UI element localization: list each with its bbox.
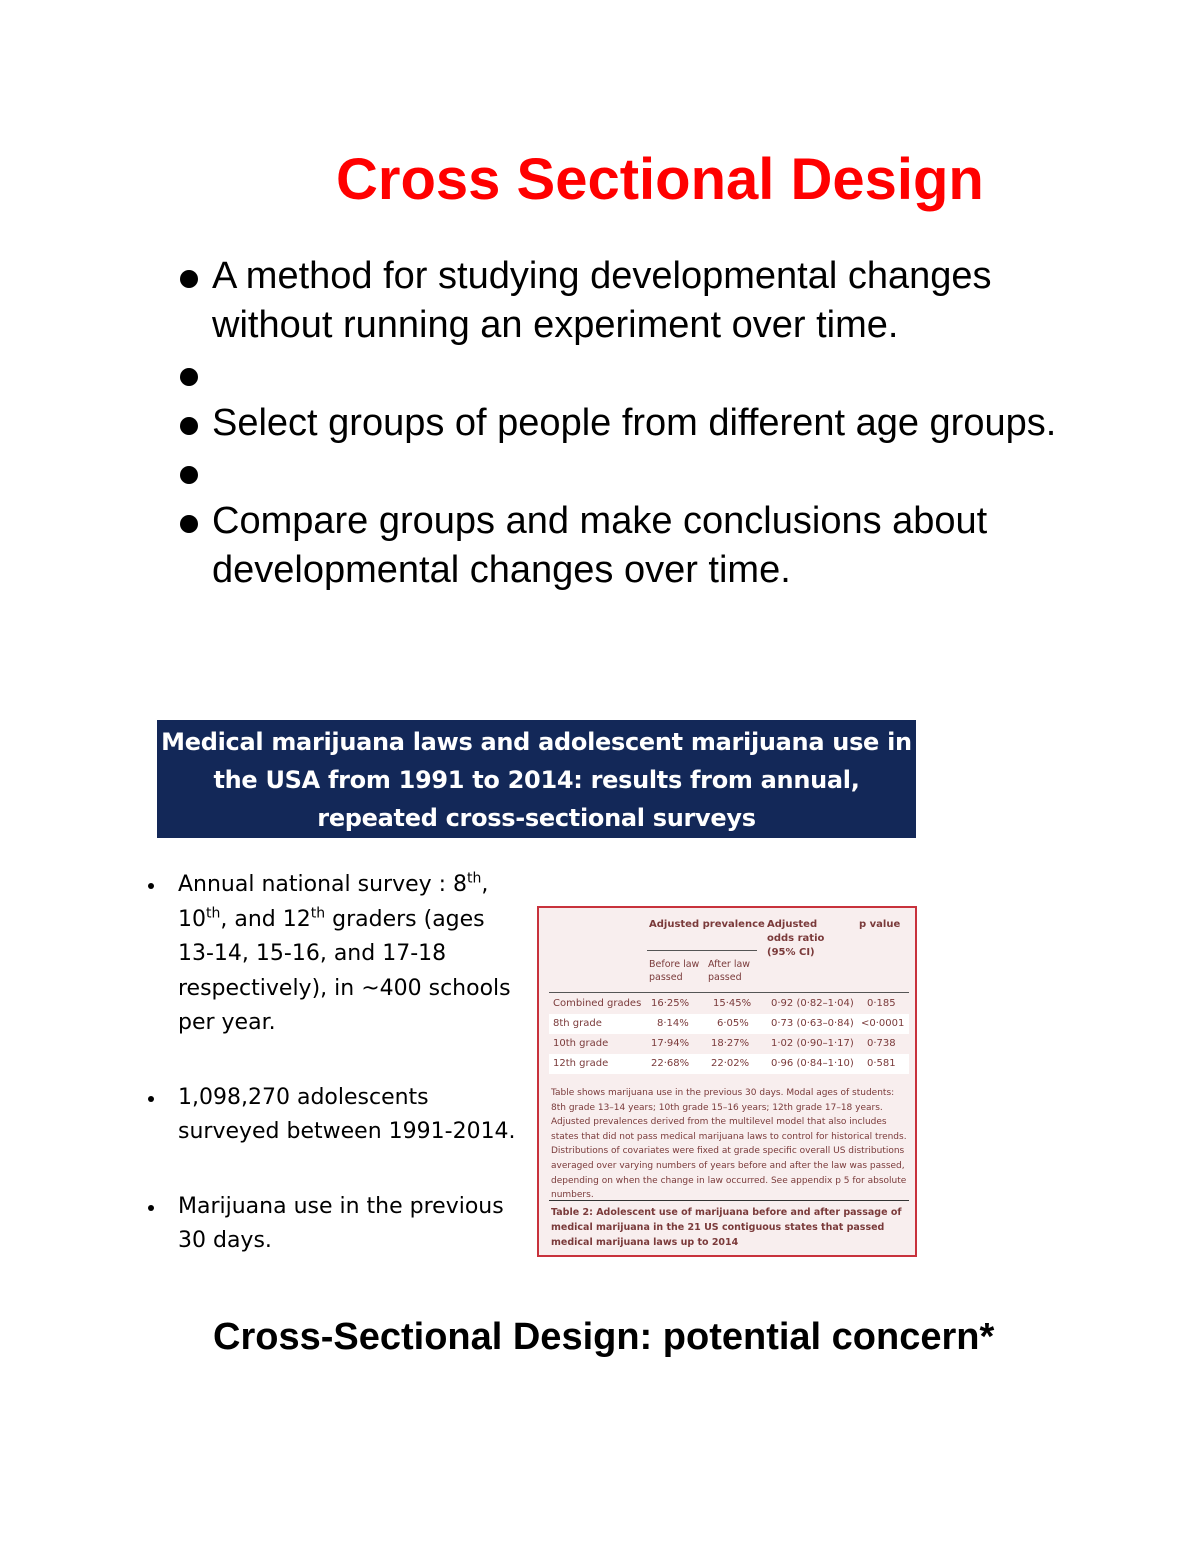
banner-line: repeated cross-sectional surveys [317, 804, 756, 832]
bullet-text: Select groups of people from different age groups. [212, 402, 1057, 444]
bullet-dot-icon [148, 1205, 154, 1211]
bullet-dot-icon [180, 417, 198, 435]
main-bullet-list [178, 252, 1058, 595]
table-caption: Table 2: Adolescent use of marijuana before and after passage of medical marijuana in the 21 US contiguous states that passed medical marijuana laws up to 2014 [551, 1207, 902, 1248]
bullet-dot-icon [180, 466, 198, 484]
table-row: 8th grade 8·14% 6·05% 0·73 (0·63–0·84) <0·0001 [549, 1014, 909, 1034]
page-title: Cross Sectional Design [336, 147, 984, 212]
section-subtitle: Cross-Sectional Design: potential concern* [213, 1316, 995, 1358]
bullet-dot-icon [180, 368, 198, 386]
divider [549, 1200, 909, 1201]
list-item-measure: Marijuana use in the previous 30 days. [148, 1190, 518, 1259]
header-after-law: After law passed [708, 959, 751, 983]
banner-line: Medical marijuana laws and adolescent marijuana use in [161, 728, 912, 756]
bullet-dot-icon [180, 515, 198, 533]
bullet-item-empty [178, 350, 1058, 399]
banner-line: the USA from 1991 to 2014: results from annual, [213, 766, 860, 794]
list-item-sample: 1,098,270 adolescents surveyed between 1991-2014. [148, 1081, 518, 1150]
table-row: 12th grade 22·68% 22·02% 0·96 (0·84–1·10) 0·581 [549, 1054, 909, 1074]
results-table-figure [537, 906, 917, 1257]
bullet-text: Compare groups and make conclusions about developmental changes over time. [212, 500, 988, 591]
list-item-survey: Annual national survey : 8th, 10th, and 12th graders (ages 13-14, 15-16, and 17-18 respectively), in ~400 schools per year. [148, 868, 518, 1041]
study-details-list [148, 868, 518, 1259]
bullet-item [178, 252, 1058, 350]
table-row: Combined grades 16·25% 15·45% 0·92 (0·82–1·04) 0·185 [553, 998, 896, 1009]
divider [647, 950, 757, 951]
bullet-item-empty [178, 448, 1058, 497]
header-adjusted-prevalence: Adjusted prevalence [649, 919, 765, 930]
header-adjusted-odds: Adjusted odds ratio (95% CI) [767, 919, 825, 958]
table-row: 10th grade 17·94% 18·27% 1·02 (0·90–1·17) 0·738 [553, 1038, 896, 1049]
divider [549, 992, 909, 993]
header-p-value: p value [859, 919, 901, 930]
bullet-dot-icon [148, 1096, 154, 1102]
bullet-dot-icon [148, 883, 154, 889]
header-before-law: Before law passed [649, 959, 700, 983]
bullet-item [178, 399, 1058, 448]
study-title-banner [157, 720, 916, 838]
table-footnote: Table shows marijuana use in the previous 30 days. Modal ages of students: 8th grade 13–14 years; 10th grade 15–16 years; 12th grade 17–18 years. Adjusted prevalences derived from the multilevel model that also includes states that did not pass medical marijuana laws to control for historical trends. Distributions of covariates were fixed at grade specific overall US distributions averaged over varying numbers of years before and after the law was passed, depending on when the change in law occurred. See appendix p 5 for absolute numbers. [551, 1088, 907, 1201]
bullet-text: A method for studying developmental changes without running an experiment over time. [212, 255, 992, 346]
bullet-dot-icon [180, 270, 198, 288]
bullet-item [178, 497, 1058, 595]
